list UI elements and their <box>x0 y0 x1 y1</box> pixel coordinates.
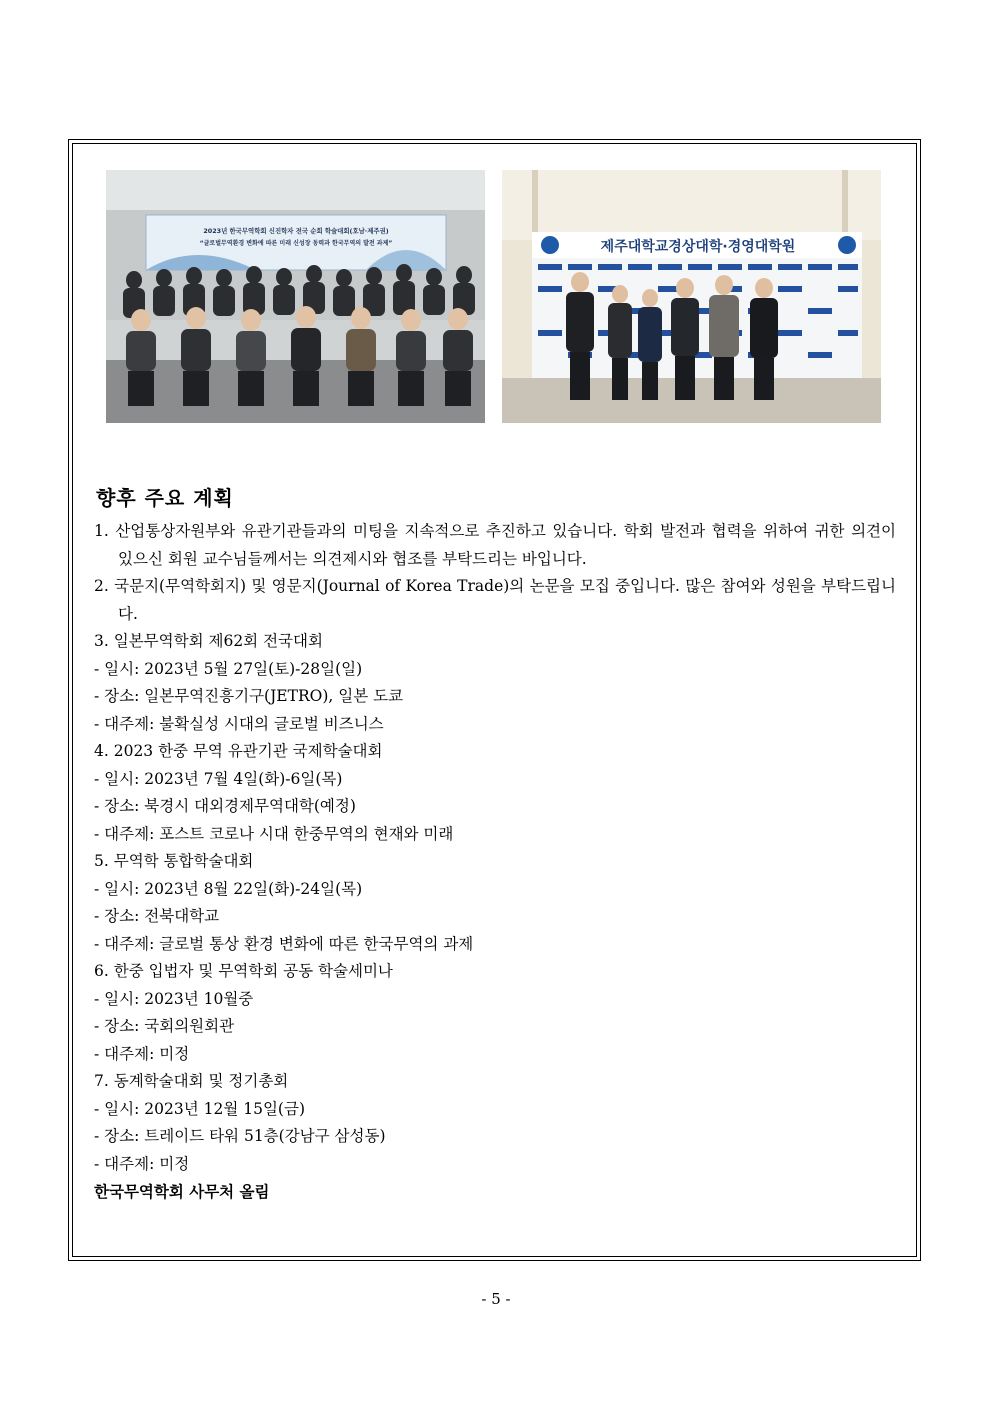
plan-item: - 일시: 2023년 7월 4일(화)-6일(목) <box>94 769 343 788</box>
section-heading: 향후 주요 계획 <box>96 486 234 510</box>
plan-item: 6. 한중 입법자 및 무역학회 공동 학술세미나 <box>94 962 393 980</box>
plan-item: 2. 국문지(무역학회지) 및 영문지(Journal of Korea Trade)의 논문을 모집 중입니다. 많은 참여와 성원을 부탁드립니다. <box>94 577 896 623</box>
plan-item: - 대주제: 불확실성 시대의 글로벌 비즈니스 <box>94 714 384 733</box>
plan-item: - 일시: 2023년 12월 15일(금) <box>94 1099 305 1118</box>
banner-line-1: 2023년 한국무역학회 신진학자 전국 순회 학술대회(호남·제주권) <box>203 227 389 235</box>
plan-item: - 장소: 트레이드 타워 51층(강남구 삼성동) <box>94 1127 386 1145</box>
group-photo-university <box>502 170 881 423</box>
plan-item: - 일시: 2023년 5월 27일(토)-28일(일) <box>94 659 363 678</box>
plan-item: - 장소: 국회의원회관 <box>94 1017 235 1035</box>
signoff-text: 한국무역학회 사무처 올림 <box>94 1182 270 1201</box>
page-number: - 5 - <box>481 1290 511 1308</box>
plan-item: 3. 일본무역학회 제62회 전국대회 <box>94 632 323 650</box>
plan-item: - 장소: 북경시 대외경제무역대학(예정) <box>94 797 356 815</box>
plan-item: - 장소: 일본무역진흥기구(JETRO), 일본 도쿄 <box>94 687 404 705</box>
plan-item: 5. 무역학 통합학술대회 <box>94 852 254 870</box>
plan-item: 4. 2023 한중 무역 유관기관 국제학술대회 <box>94 742 383 760</box>
plan-item: - 대주제: 미정 <box>94 1044 190 1063</box>
backdrop-sign-text: 제주대학교경상대학·경영대학원 <box>600 239 796 255</box>
plan-item: - 대주제: 포스트 코로나 시대 한중무역의 현재와 미래 <box>94 824 454 843</box>
plan-item: - 대주제: 미정 <box>94 1154 190 1173</box>
group-photo-conference <box>106 170 485 423</box>
plan-list <box>94 518 896 1206</box>
banner-line-2: “글로벌무역환경 변화에 따른 미래 신성장 동력과 한국무역의 발전 과제” <box>199 240 393 247</box>
plan-item: - 일시: 2023년 8월 22일(화)-24일(목) <box>94 879 363 898</box>
plan-item: 1. 산업통상자원부와 유관기관들과의 미팅을 지속적으로 추진하고 있습니다. 학회 발전과 협력을 위하여 귀한 의견이 있으신 회원 교수님들께서는 의견제시와 협조를 부탁드리는 바입니다. <box>94 522 896 568</box>
plan-item: - 대주제: 글로벌 통상 환경 변화에 따른 한국무역의 과제 <box>94 934 474 953</box>
plan-item: - 장소: 전북대학교 <box>94 907 220 925</box>
plan-item: - 일시: 2023년 10월중 <box>94 989 254 1008</box>
plan-item: 7. 동계학술대회 및 정기총회 <box>94 1072 289 1090</box>
